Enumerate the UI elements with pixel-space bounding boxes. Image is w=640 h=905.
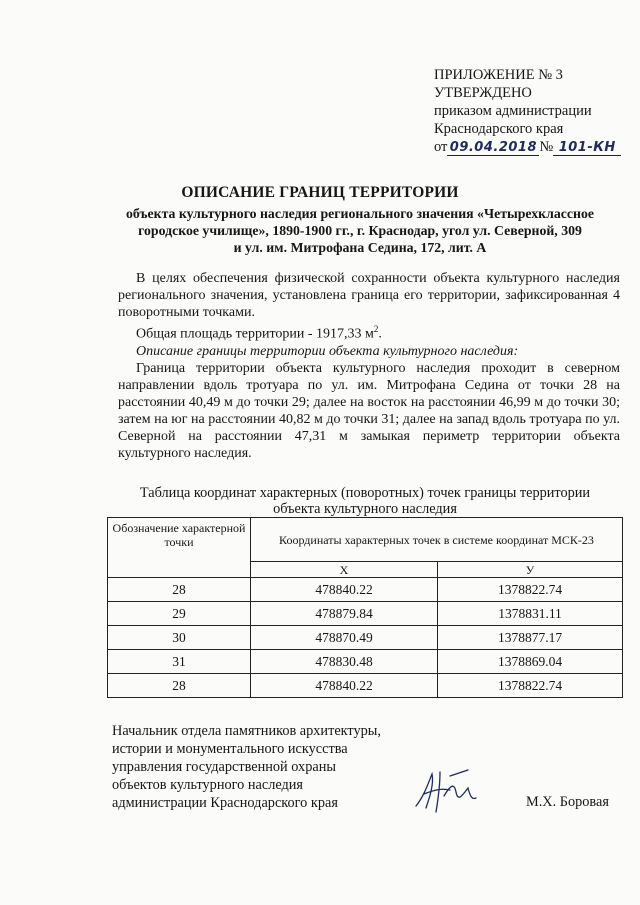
- signature-stroke: [416, 770, 476, 812]
- number-prefix: №: [539, 139, 554, 155]
- order-date-number: [434, 138, 634, 156]
- subtitle-line: и ул. им. Митрофана Седина, 172, лит. А: [233, 240, 487, 255]
- signer-name: М.Х. Боровая: [526, 794, 609, 810]
- cell-point: 31: [108, 650, 251, 674]
- cell-y: 1378869.04: [438, 650, 623, 674]
- table-row: [108, 626, 623, 650]
- date-field: [447, 140, 539, 156]
- intro-paragraph: В целях обеспечения физической сохранности объекта культурного наследия регионального значения, установлена граница его территории, зафиксированная 4 поворотными точками.: [118, 271, 620, 320]
- cell-x: 478840.22: [251, 674, 438, 698]
- description-heading: Описание границы территории объекта культурного наследия:: [136, 343, 519, 359]
- header-point: Обозначение характерной точки: [108, 518, 251, 578]
- cell-x: 478830.48: [251, 650, 438, 674]
- table-row: [108, 602, 623, 626]
- signer-position-line: администрации Краснодарского края: [112, 795, 338, 811]
- table-row: [108, 674, 623, 698]
- document-body: [118, 270, 620, 462]
- cell-y: 1378831.11: [438, 602, 623, 626]
- signer-position-line: Начальник отдела памятников архитектуры,: [112, 723, 381, 739]
- handwritten-number: 101-КН: [558, 140, 616, 155]
- signer-position-line: истории и монументального искусства: [112, 741, 348, 757]
- area-text: Общая площадь территории - 1917,33 м: [136, 326, 374, 342]
- handwritten-signature: [410, 766, 480, 816]
- document-title: ОПИСАНИЕ ГРАНИЦ ТЕРРИТОРИИ: [181, 184, 459, 201]
- boundary-paragraph: Граница территории объекта культурного наследия проходит в северном направлении вдоль тротуара по ул. им. Митрофана Седина от точки 28 на расстоянии 40,49 м до точки 29; далее на восток на расстоянии 46,99 м до точки 30; затем на юг на расстоянии 40,82 м до точки 31; далее на запад вдоль тротуара по ул. Северной на расстоянии 47,31 м замыкая периметр территории объекта культурного наследия.: [118, 360, 620, 461]
- area-paragraph: [118, 321, 620, 343]
- table-row: [108, 578, 623, 602]
- date-prefix: от: [434, 139, 448, 155]
- coordinates-table: [107, 517, 623, 698]
- subtitle-line: городское училище», 1890-1900 гг., г. Краснодар, угол ул. Северной, 309: [138, 223, 582, 238]
- signer-position-line: объектов культурного наследия: [112, 777, 303, 793]
- cell-point: 28: [108, 578, 251, 602]
- document-subtitle: [100, 205, 620, 256]
- approved-label: УТВЕРЖДЕНО: [434, 85, 532, 101]
- subtitle-line: объекта культурного наследия регионального значения «Четырехклассное: [126, 206, 594, 221]
- cell-y: 1378822.74: [438, 578, 623, 602]
- number-field: [553, 140, 621, 156]
- cell-x: 478870.49: [251, 626, 438, 650]
- table-caption: [110, 485, 620, 517]
- area-end: .: [378, 326, 382, 342]
- order-label: приказом администрации: [434, 103, 592, 119]
- approval-block: [434, 66, 634, 156]
- cell-x: 478879.84: [251, 602, 438, 626]
- cell-y: 1378877.17: [438, 626, 623, 650]
- handwritten-date: 09.04.2018: [449, 140, 538, 155]
- cell-point: 28: [108, 674, 251, 698]
- caption-line: Таблица координат характерных (поворотных) точек границы территории: [139, 485, 591, 501]
- cell-x: 478840.22: [251, 578, 438, 602]
- cell-y: 1378822.74: [438, 674, 623, 698]
- header-y: У: [438, 562, 623, 578]
- cell-point: 30: [108, 626, 251, 650]
- header-x: X: [251, 562, 438, 578]
- area-unit-superscript: 2: [373, 324, 379, 334]
- signer-block: [112, 722, 392, 812]
- region-label: Краснодарского края: [434, 121, 564, 137]
- table-row: [108, 650, 623, 674]
- appendix-label: ПРИЛОЖЕНИЕ № 3: [434, 67, 563, 83]
- caption-line: объекта культурного наследия: [273, 501, 457, 517]
- cell-point: 29: [108, 602, 251, 626]
- header-coordinates: Координаты характерных точек в системе координат МСК-23: [251, 518, 623, 562]
- signer-position-line: управления государственной охраны: [112, 759, 336, 775]
